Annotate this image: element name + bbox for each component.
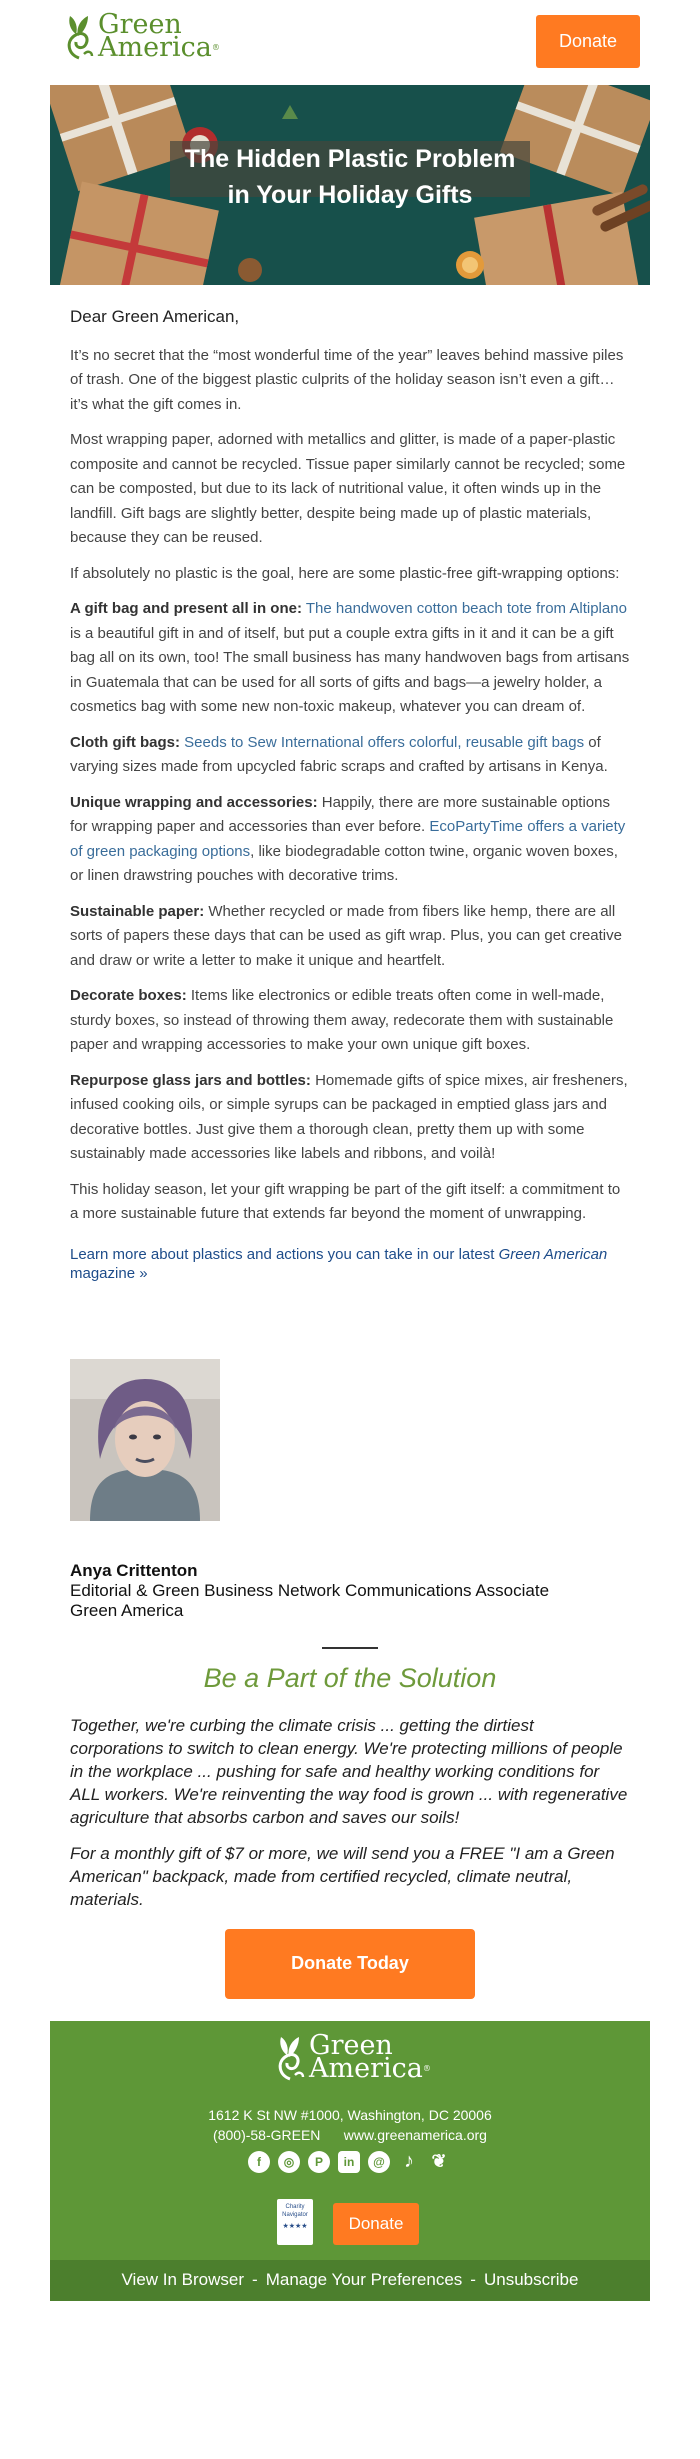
hero-title-line2: in Your Holiday Gifts: [227, 181, 473, 209]
leaf-swirl-icon: [62, 10, 96, 62]
tip-text: Homemade gifts of spice mixes, air fresheners, infused cooking oils, or simple syrups can be packaged in emptied glass jars and decorative bottles. Just give them a thorough clean, pretty them up with some sustainably made accessories like labels and ribbons, and voilà!: [70, 1071, 628, 1162]
threads-icon[interactable]: @: [368, 2151, 390, 2173]
tip-text: is a beautiful gift in and of itself, but put a couple extra gifts in it and it can be a gift bag all on its own, too! The small business has many handwoven bags from artisans in Guatemala that can be used for all sorts of gifts and bags—a jewelry holder, a cosmetics bag with some new non-toxic makeup, whatever you can dream of.: [70, 624, 630, 715]
footer-logo[interactable]: [273, 2031, 431, 2083]
hero-banner[interactable]: [50, 85, 650, 285]
separator: -: [252, 2270, 258, 2289]
footer-contact: [50, 2105, 650, 2145]
altiplano-link[interactable]: The handwoven cotton beach tote from Altiplano: [305, 600, 627, 617]
tip-text: of varying sizes made from upcycled fabric scraps and crafted by artisans in Kenya.: [70, 733, 608, 775]
paragraph-wrapping-paper: Most wrapping paper, adorned with metallics and glitter, is made of a paper-plastic composite and cannot be recycled. Tissue paper similarly cannot be recycled; some can be composted, but due to its lack of nutritional value, it often winds up in the landfill. Gift bags are slightly better, despite being made up of plastic materials, because they can be reused.: [70, 431, 626, 546]
paragraph-options: If absolutely no plastic is the goal, here are some plastic-free gift-wrapping options:: [70, 564, 620, 582]
tiktok-icon[interactable]: ♪: [404, 2150, 414, 2172]
footer-phone[interactable]: (800)-58-GREEN: [213, 2126, 321, 2143]
view-in-browser-link[interactable]: View In Browser: [121, 2270, 245, 2289]
donate-button-footer[interactable]: Donate: [333, 2203, 419, 2245]
tip-text: Whether recycled or made from fibers like hemp, there are all sorts of papers these days that can be used as gift wrap. Plus, you can get creative and draw or write a letter to make it unique and heartfelt.: [70, 902, 622, 969]
email-container: [50, 0, 650, 2301]
unsubscribe-link[interactable]: Unsubscribe: [483, 2270, 579, 2289]
instagram-icon[interactable]: ◎: [278, 2151, 300, 2173]
tip-unique-wrapping: [70, 791, 630, 889]
seeds-to-sew-link[interactable]: Seeds to Sew International offers colorful, reusable gift bags: [184, 733, 585, 751]
magazine-suffix: magazine »: [70, 1264, 148, 1282]
paragraph-intro: It’s no secret that the “most wonderful time of the year” leaves behind massive piles of trash. One of the biggest plastic culprits of the holiday season isn’t even a gift…it’s what the gift comes in.: [70, 346, 624, 413]
solution-heading: Be a Part of the Solution: [203, 1662, 497, 1693]
author-title: Editorial & Green Business Network Communications Associate: [70, 1580, 550, 1600]
pinterest-icon[interactable]: P: [308, 2151, 330, 2173]
footer-logo-green: Green: [309, 2029, 393, 2061]
footer-logo-america: America: [309, 2052, 423, 2084]
linkedin-icon[interactable]: in: [338, 2151, 360, 2173]
hero-title-line1: The Hidden Plastic Problem: [184, 145, 516, 173]
leaf-swirl-icon: [273, 2031, 307, 2083]
section-divider: [322, 1647, 378, 1649]
magazine-name: Green American: [498, 1245, 608, 1263]
email-footer: [50, 2021, 650, 2301]
footer-website[interactable]: www.greenamerica.org: [343, 2126, 487, 2143]
tip-sustainable-paper: [70, 900, 630, 974]
green-america-logo[interactable]: [62, 10, 220, 62]
author-photo: [70, 1359, 220, 1521]
tip-gift-bag: [70, 597, 630, 720]
learn-more-link[interactable]: [70, 1245, 630, 1283]
greeting: Dear Green American,: [70, 307, 240, 326]
ecopartytime-link[interactable]: EcoPartyTime offers a variety of green packaging options: [70, 818, 626, 860]
facebook-icon[interactable]: f: [248, 2151, 270, 2173]
author-signature: [50, 1561, 650, 1621]
email-header: [50, 0, 650, 85]
tip-heading: Repurpose glass jars and bottles:: [70, 1071, 311, 1089]
author-name: Anya Crittenton: [70, 1560, 198, 1580]
registered-mark: ®: [211, 43, 220, 52]
tip-heading: Cloth gift bags:: [70, 733, 180, 751]
learn-more-text: Learn more about plastics and actions you can take in our latest: [70, 1245, 495, 1263]
tip-glass-jars: [70, 1069, 630, 1167]
footer-address: 1612 K St NW #1000, Washington, DC 20006: [208, 2106, 492, 2123]
tip-decorate-boxes: [70, 984, 630, 1058]
bluesky-icon[interactable]: ❦: [431, 2151, 447, 2171]
tip-text: Happily, there are more sustainable options for wrapping paper and accessories than ever before.: [70, 793, 610, 835]
charity-navigator-badge[interactable]: Charity Navigator ★★★★: [277, 2199, 313, 2245]
separator: -: [470, 2270, 476, 2289]
footer-links-bar: [50, 2260, 650, 2301]
tip-heading: A gift bag and present all in one:: [70, 600, 302, 617]
donation-pitch: [50, 1714, 650, 1911]
donate-button-header[interactable]: Donate: [536, 15, 640, 68]
tip-heading: Unique wrapping and accessories:: [70, 793, 318, 811]
social-links: [248, 2151, 450, 2173]
author-org: Green America: [70, 1600, 184, 1620]
tip-heading: Sustainable paper:: [70, 902, 205, 920]
tip-cloth-bags: [70, 731, 630, 780]
donate-today-button[interactable]: Donate Today: [225, 1929, 475, 1999]
footer-registered-mark: ®: [422, 2063, 431, 2073]
rating-stars: ★★★★: [282, 2222, 308, 2230]
tip-heading: Decorate boxes:: [70, 987, 187, 1004]
pitch-paragraph-impact: Together, we're curbing the climate crisis ... getting the dirtiest corporations to switch to clean energy. We're protecting millions of people in the workplace ... pushing for safe and healthy working conditions for ALL workers. We're reinventing the way food is grown ... with regenerative agriculture that absorbs carbon and saves our soils!: [70, 1715, 628, 1827]
tip-text: Items like electronics or edible treats often come in well-made, sturdy boxes, so instead of throwing them away, redecorate them with sustainable paper and wrapping accessories to make your own unique gift boxes.: [70, 987, 614, 1053]
logo-text-green: Green: [98, 9, 182, 40]
author-portrait-image: [70, 1359, 220, 1521]
manage-preferences-link[interactable]: Manage Your Preferences: [265, 2270, 463, 2289]
tip-text-after: , like biodegradable cotton twine, organic woven boxes, or linen drawstring pouches with decorative trims.: [70, 842, 618, 884]
hero-title: [170, 141, 530, 209]
article-body: [50, 305, 650, 1283]
pitch-paragraph-backpack: For a monthly gift of $7 or more, we will send you a FREE "I am a Green American" backpack, made from certified recycled, climate neutral, materials.: [70, 1843, 615, 1909]
paragraph-closing: This holiday season, let your gift wrapping be part of the gift itself: a commitment to a more sustainable future that extends far beyond the moment of unwrapping.: [70, 1180, 621, 1222]
logo-text-america: America: [98, 32, 212, 63]
